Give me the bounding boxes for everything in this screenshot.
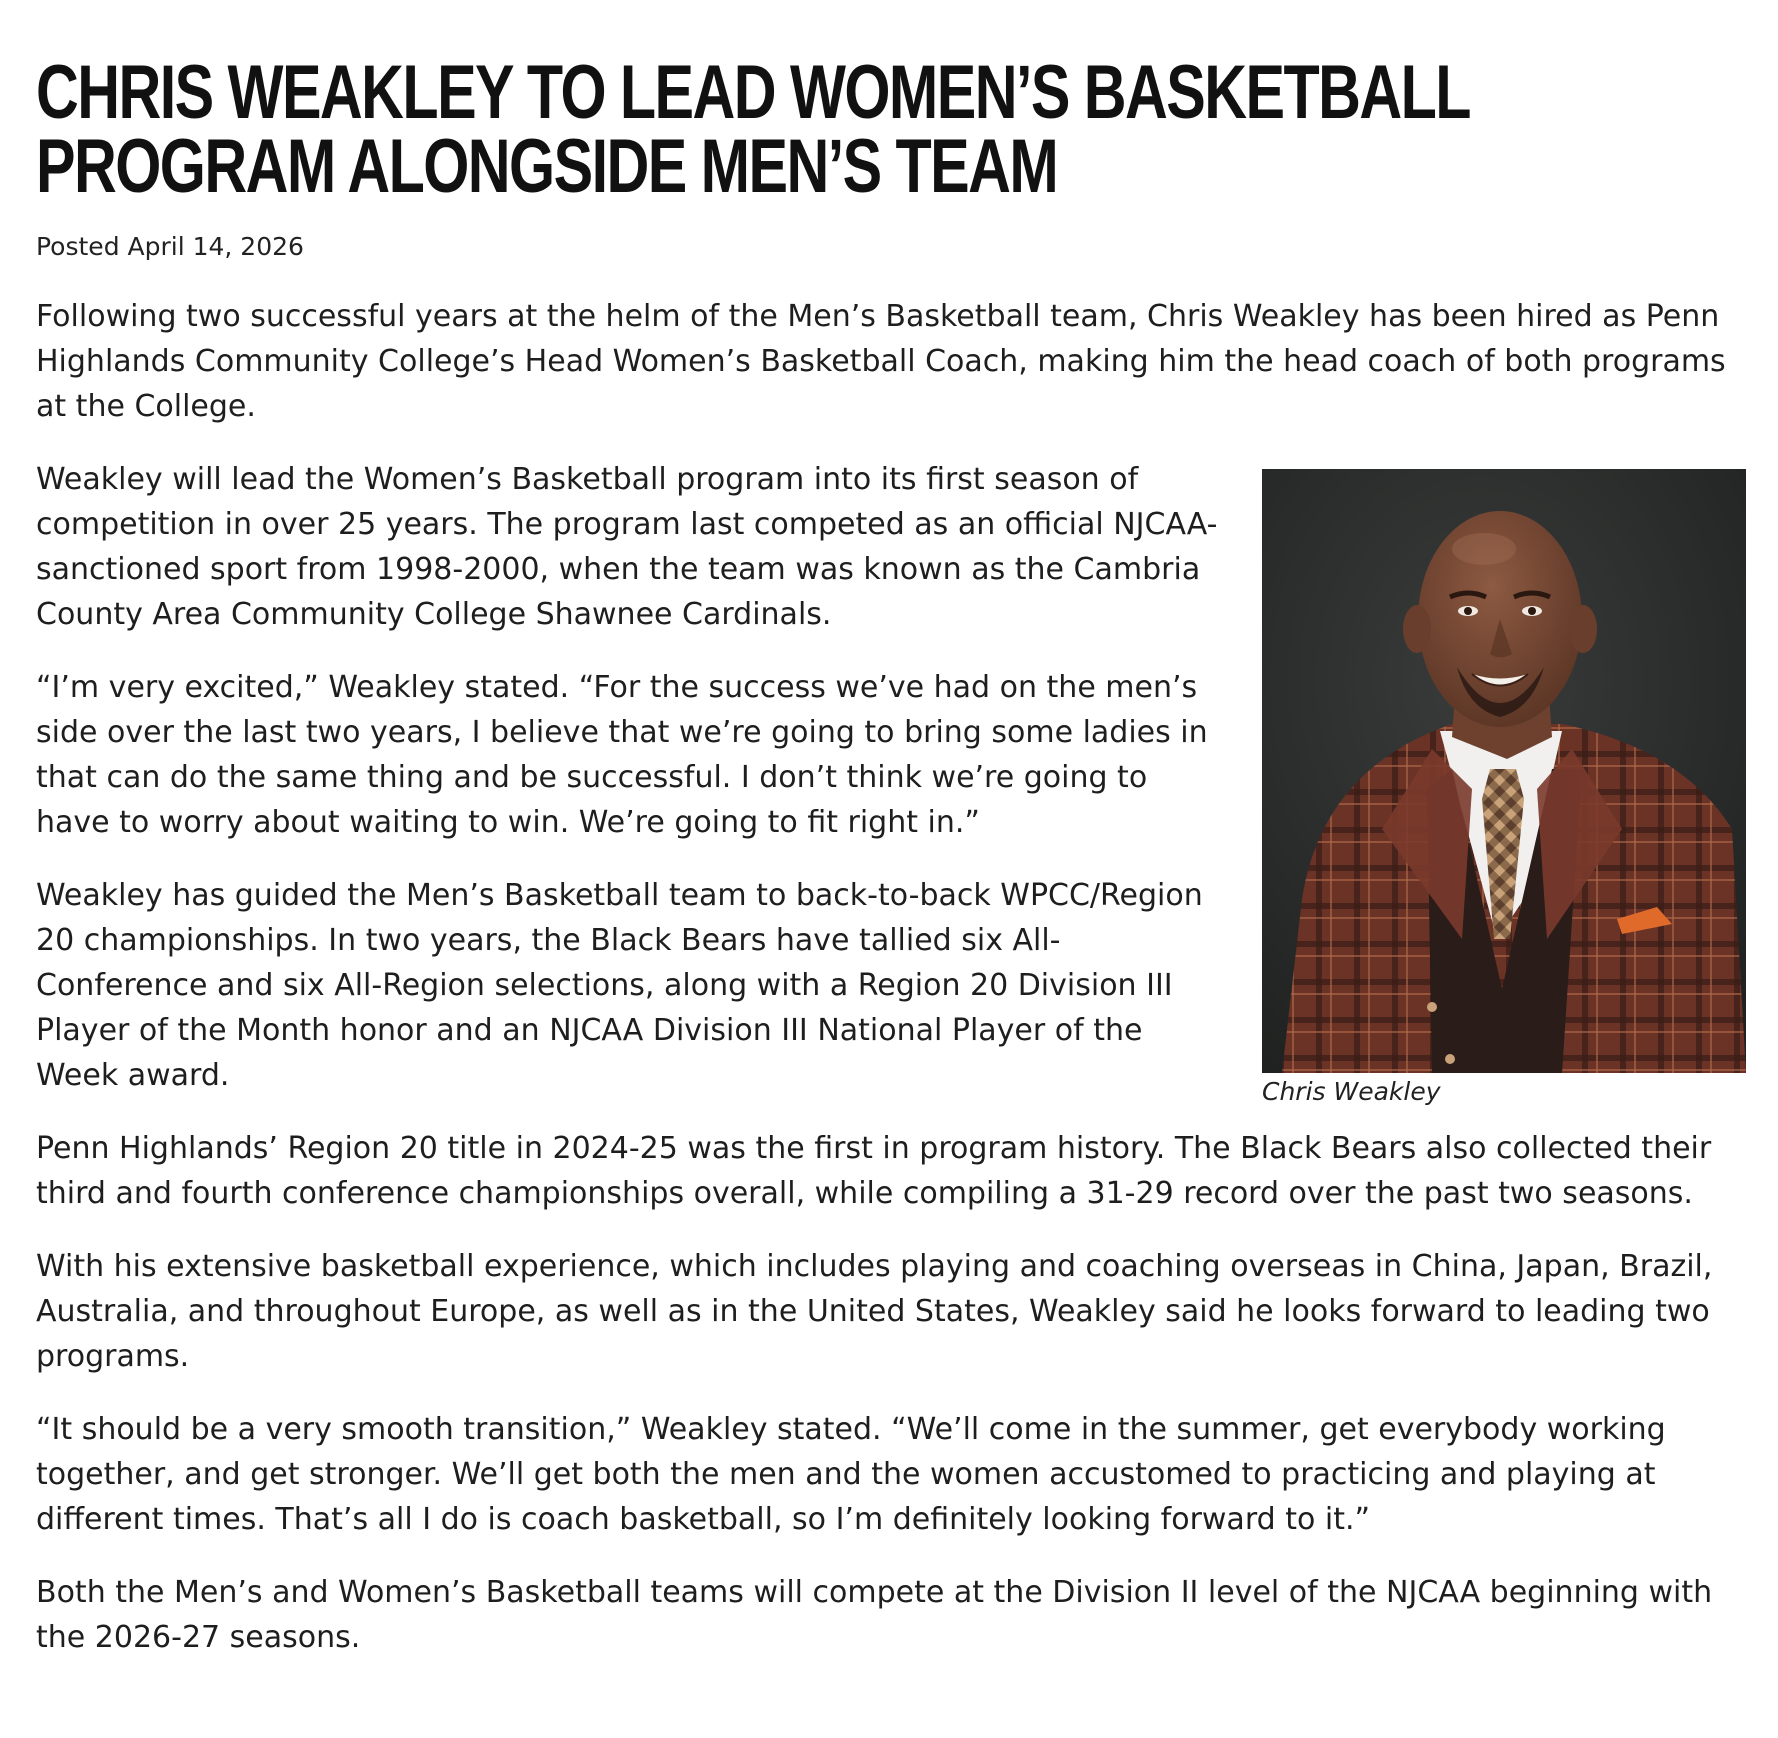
coach-photo-figure [1262,469,1746,1107]
article-headline: CHRIS WEAKLEY TO LEAD WOMEN’S BASKETBALL PROGRAM ALONGSIDE MEN’S TEAM [36,50,1469,209]
posted-date: Posted April 14, 2026 [36,232,304,261]
coach-portrait-photo [1262,469,1746,1073]
paragraph-7: “It should be a very smooth transition,” Weakley stated. “We’ll come in the summer, get everybody working together, and get stronger. We’ll get both the men and the women accustomed to practicing and playing at different times. That’s all I do is coach basketball, so I’m definitely looking forward to it.” [36,1412,1666,1537]
paragraph-8: Both the Men’s and Women’s Basketball teams will compete at the Division II level of the NJCAA beginning with the 2026-27 seasons. [36,1575,1713,1655]
paragraph-4: Weakley has guided the Men’s Basketball team to back-to-back WPCC/Region 20 championships. In two years, the Black Bears have tallied six All-Conference and six All-Region selections, along with a Region 20 Division III Player of the Month honor and an NJCAA Division III National Player of the Week award. [36,878,1203,1093]
paragraph-6: With his extensive basketball experience, which includes playing and coaching overseas in China, Japan, Brazil, Australia, and throughout Europe, as well as in the United States, Weakley said he looks forward to leading two programs. [36,1249,1713,1374]
paragraph-3: “I’m very excited,” Weakley stated. “For the success we’ve had on the men’s side over the last two years, I believe that we’re going to bring some ladies in that can do the same thing and be successful. I don’t think we’re going to have to worry about waiting to win. We’re going to fit right in.” [36,670,1208,840]
paragraph-5: Penn Highlands’ Region 20 title in 2024-25 was the first in program history. The Black Bears also collected their third and fourth conference championships overall, while compiling a 31-29 record over the past two seasons. [36,1131,1712,1211]
paragraph-1: Following two successful years at the helm of the Men’s Basketball team, Chris Weakley has been hired as Penn Highlands Community College’s Head Women’s Basketball Coach, making him the head coach of both programs at the College. [36,299,1726,424]
photo-caption: Chris Weakley [1262,1077,1441,1106]
paragraph-2: Weakley will lead the Women’s Basketball program into its first season of competition in over 25 years. The program last competed as an official NJCAA-sanctioned sport from 1998-2000, when the team was known as the Cambria County Area Community College Shawnee Cardinals. [36,462,1218,632]
